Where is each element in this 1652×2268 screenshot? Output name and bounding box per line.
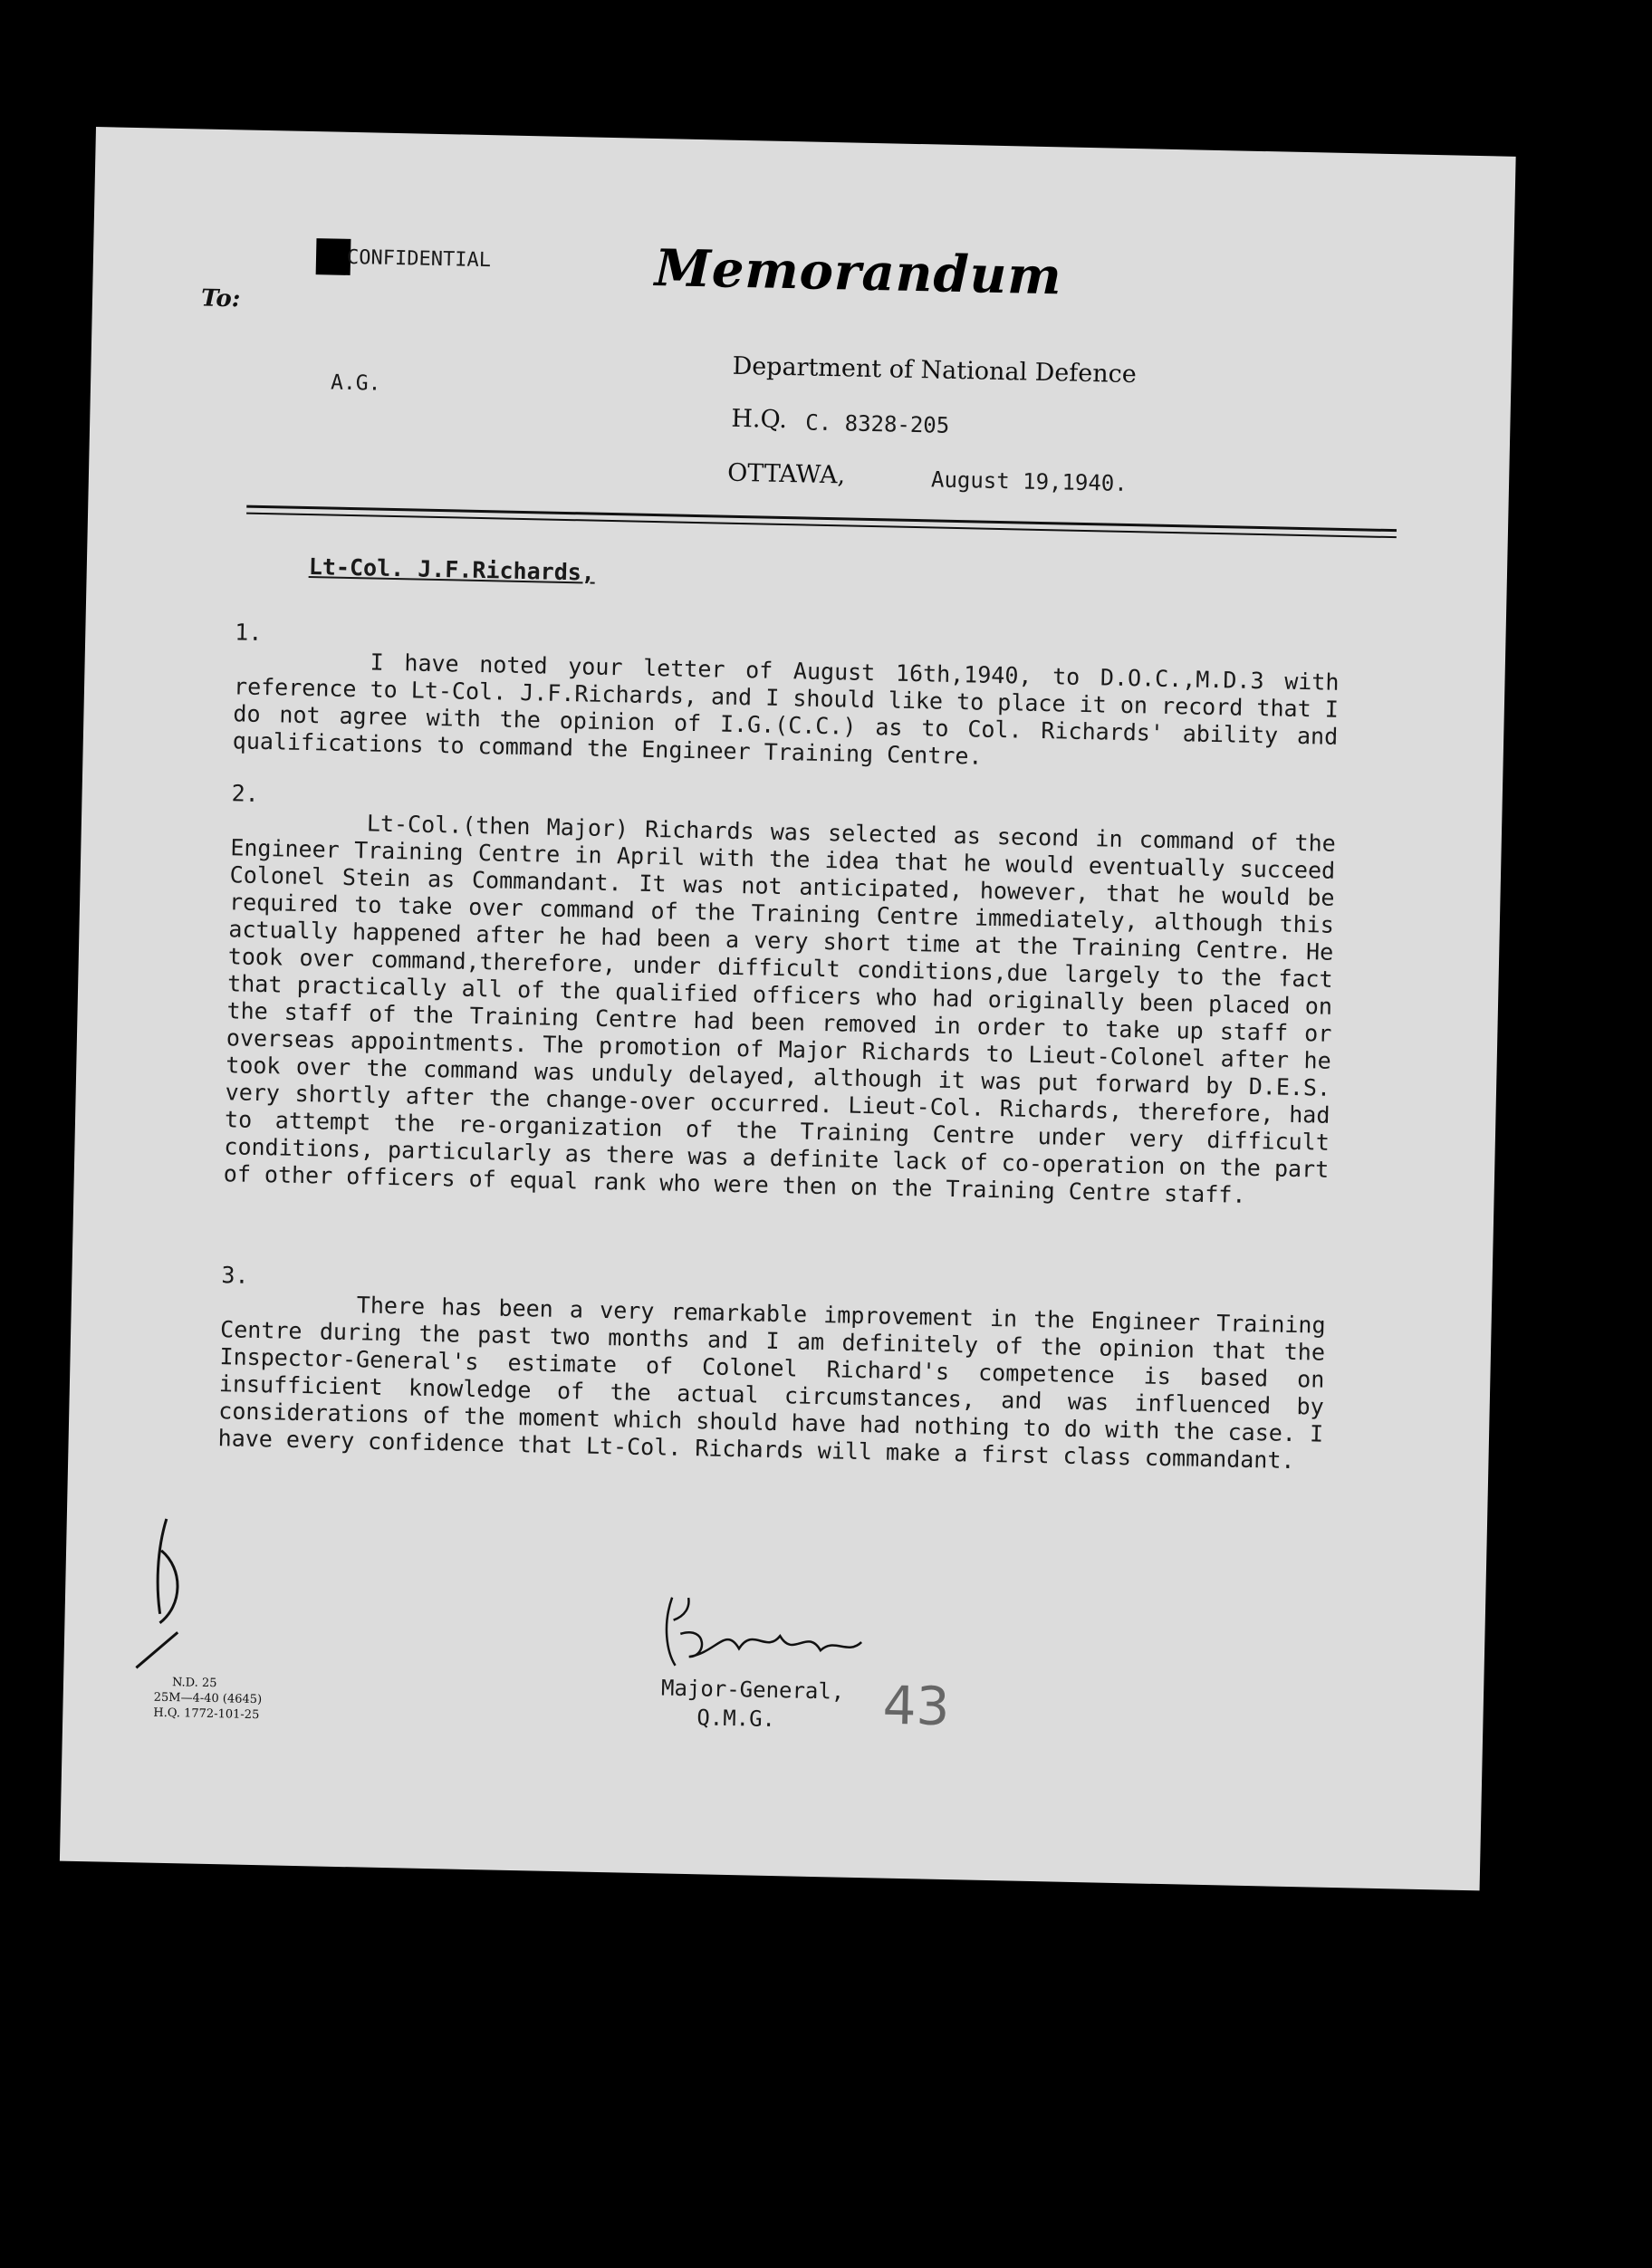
- form-print-run: 25M—4-40 (4645): [153, 1690, 263, 1707]
- paragraph-number: 2.: [231, 780, 260, 807]
- city-label: OTTAWA,: [726, 458, 846, 490]
- signature: [652, 1570, 926, 1684]
- paragraph-text: I have noted your letter of August 16th,1940, to D.O.C.,M.D.3 with reference to Lt-Col. J.F.Richards, and I should like to place it on record that I do not agree with the opinion of I.G.(C.C.) as to Col. Richards' ability and qualifications to command the Engineer Training Centre.: [232, 649, 1340, 770]
- paragraph-number: 3.: [221, 1262, 249, 1289]
- subject-line: Lt-Col. J.F.Richards,: [308, 553, 596, 586]
- header-divider-top: [246, 505, 1397, 533]
- to-value: A.G.: [330, 370, 381, 396]
- page-number: 43: [881, 1674, 951, 1738]
- paragraph-text: Lt-Col.(then Major) Richards was selected as second in command of the Engineer Training Centre in April with the idea that he would eventually succeed Colonel Stein as Commandant. It was not anticipated, however, that he would be required to take over command of the Training Centre immediately, although this actually happened after he had been a very short time at the Training Centre. He took over command,therefore, under difficult conditions,due largely to the fact that practically all of the qualified officers who had originally been placed on the staff of the Training Centre had been removed in order to take up staff or overseas appointments. The promotion of Major Richards to Lieut-Colonel after he took over the command was unduly delayed, although it was put forward by D.E.S. very shortly after the change-over occurred. Lieut-Col. Richards, therefore, had to attempt the re-organization of the Training Centre under very difficult conditions, particularly as there was a definite lack of co-operation on the part of other officers of equal rank who were then on the Training Centre staff.: [223, 810, 1337, 1208]
- hq-label: H.Q.: [731, 404, 788, 435]
- memorandum-title: Memorandum: [654, 237, 1063, 307]
- classification-label: CONFIDENTIAL: [346, 245, 492, 273]
- to-label: To:: [200, 284, 241, 313]
- handwritten-initial: [127, 1514, 203, 1678]
- memorandum-page: [60, 127, 1516, 1890]
- form-number: N.D. 25: [171, 1676, 217, 1691]
- signatory-title: Major-General,: [660, 1675, 845, 1705]
- paragraph-1: [233, 619, 1340, 778]
- form-hq-ref: H.Q. 1772-101-25: [153, 1706, 260, 1723]
- paragraph-3: [217, 1262, 1326, 1475]
- paragraph-text: There has been a very remarkable improvement in the Engineer Training Centre during the past two months and I am definitely of the opinion that the Inspector-General's estimate of Colonel Richard's competence is based on insufficient knowledge of the actual circumstances, and was influenced by considerations of the moment which should have had nothing to do with the case. I have every confidence that Lt-Col. Richards will make a first class commandant.: [217, 1292, 1326, 1475]
- form-footer: [153, 1675, 262, 1723]
- department-name: Department of National Defence: [732, 351, 1138, 389]
- paragraph-number: 1.: [235, 619, 263, 646]
- hq-file-number: C. 8328-205: [805, 409, 950, 438]
- paragraph-2: [224, 780, 1337, 1210]
- redaction-mark: [316, 238, 351, 275]
- memo-date: August 19,1940.: [930, 466, 1129, 496]
- signatory-office: Q.M.G.: [696, 1705, 776, 1733]
